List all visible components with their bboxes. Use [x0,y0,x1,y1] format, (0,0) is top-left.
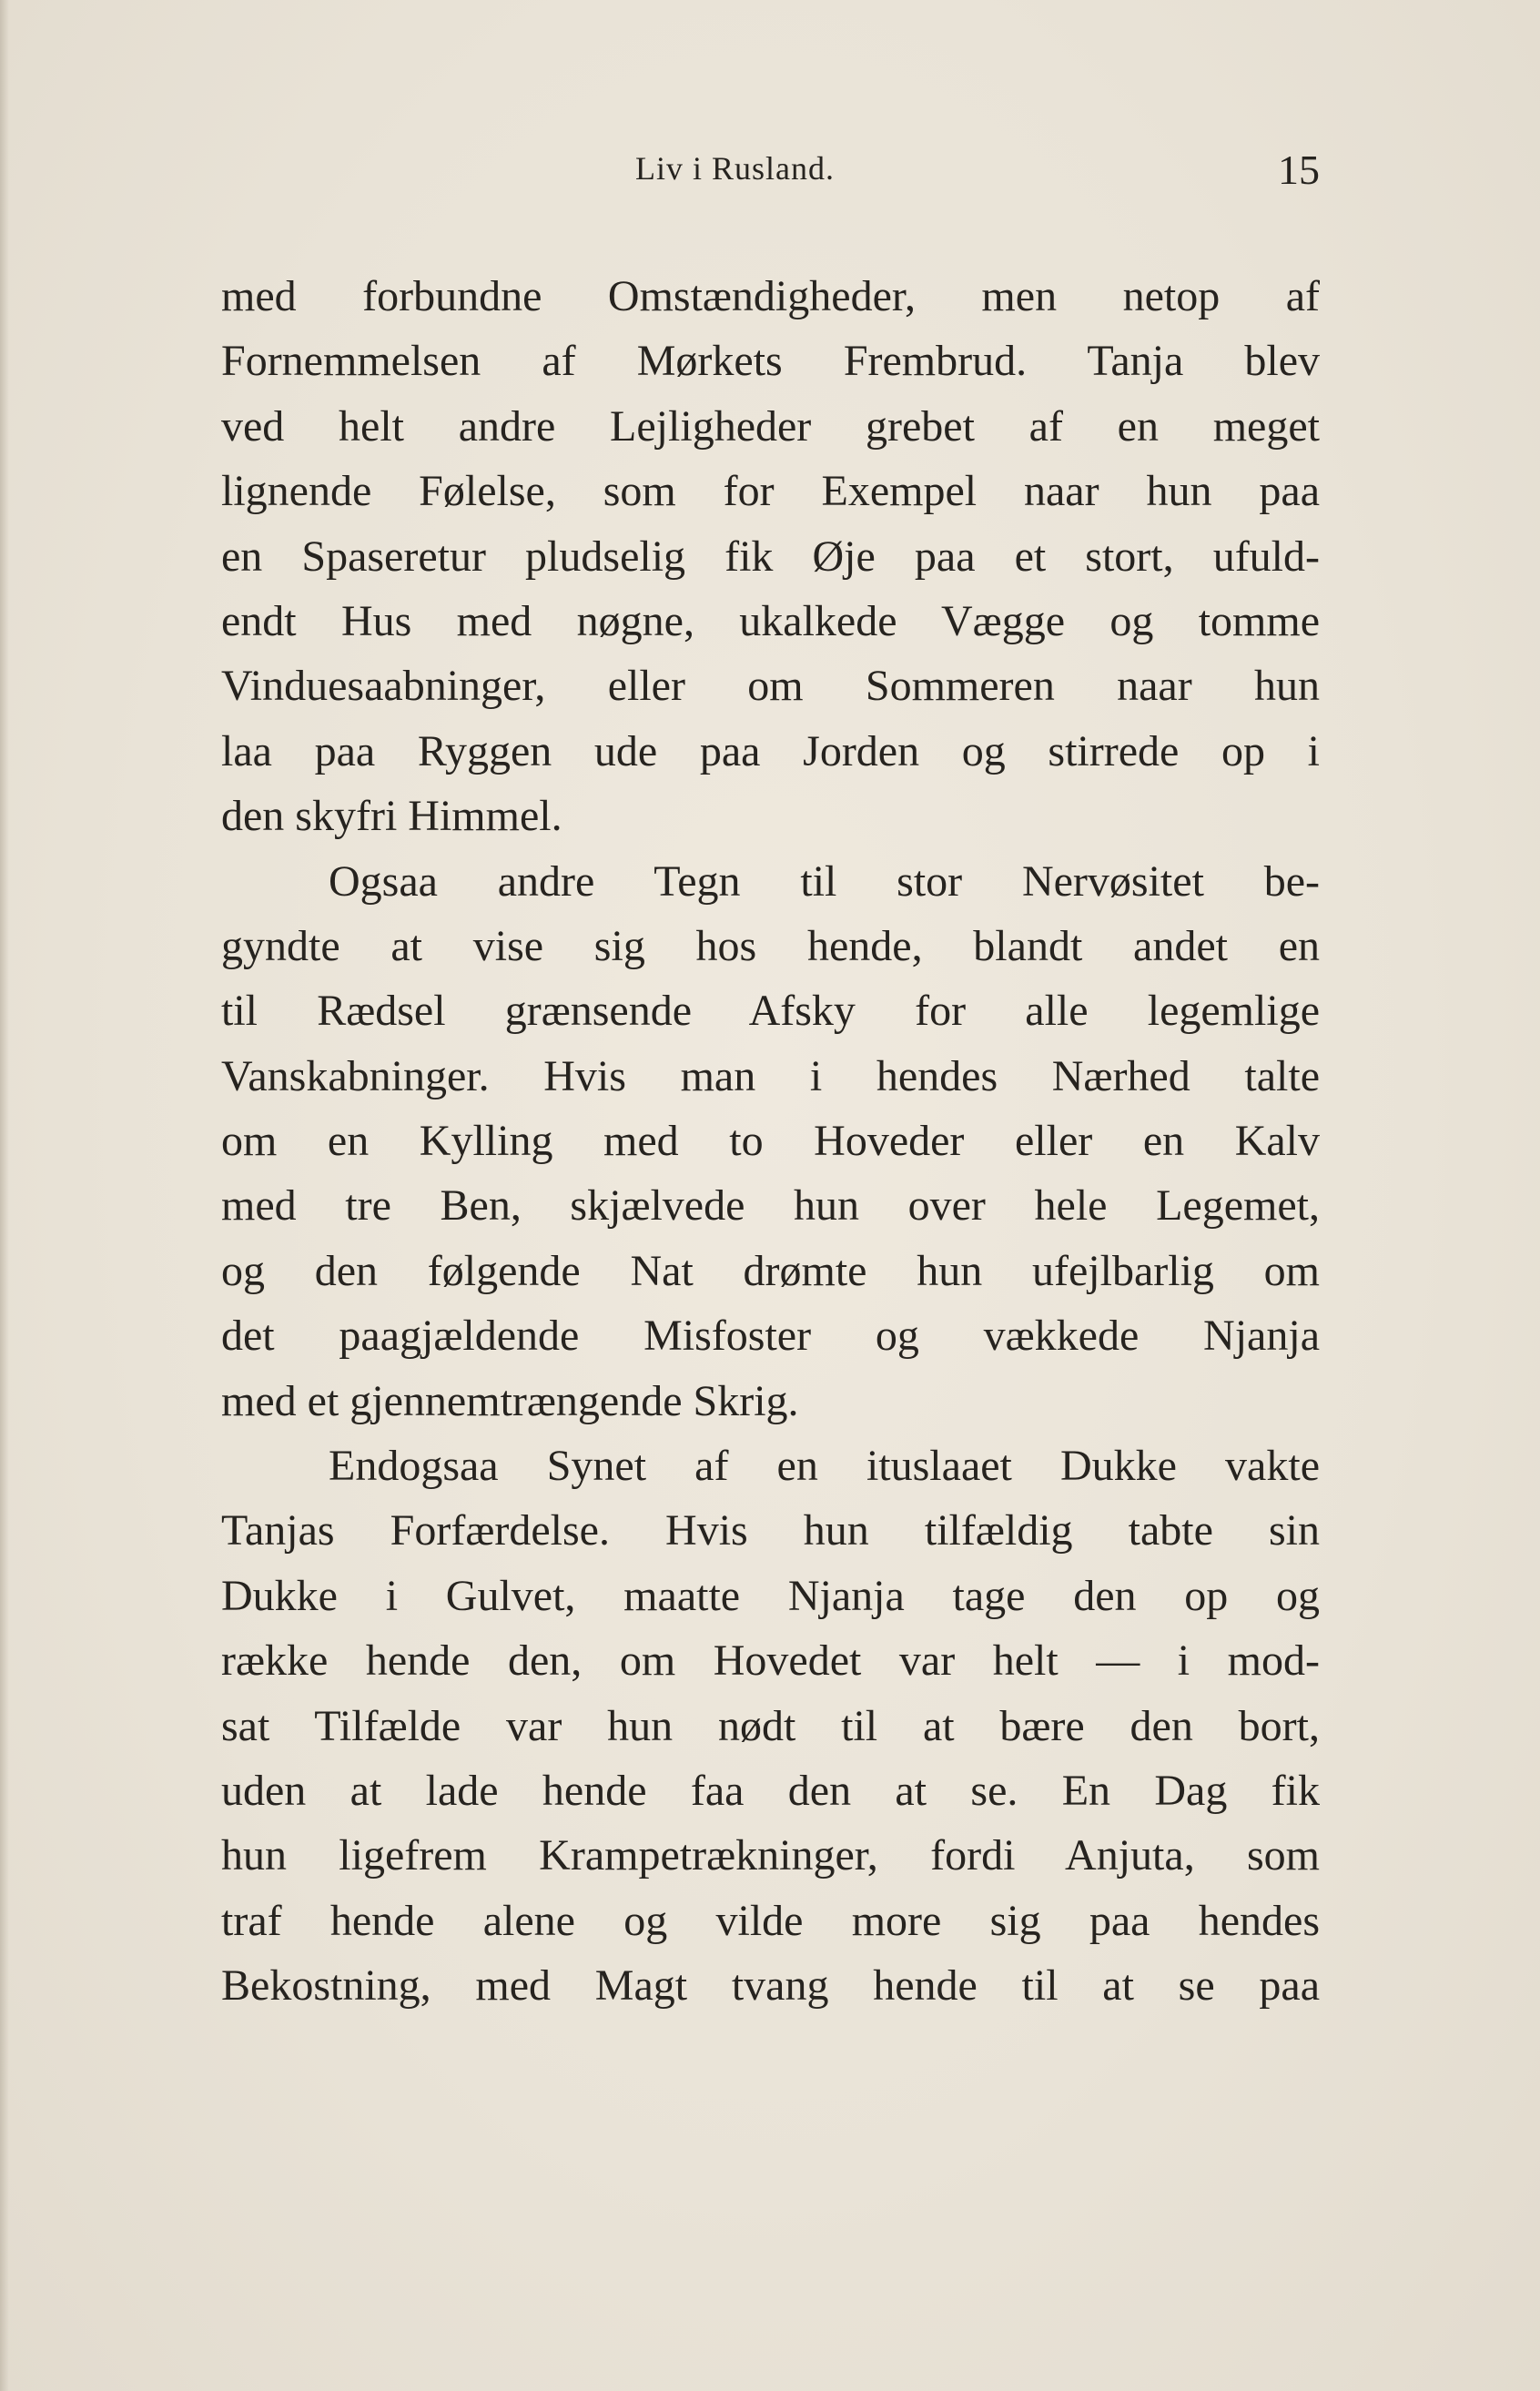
text-line: Tanjas Forfærdelse. Hvis hun tilfældig tabte sin [221,1506,1320,1555]
running-head: Liv i Rusland. [635,150,835,187]
text-line: Fornemmelsen af Mørkets Frembrud. Tanja blev [221,337,1320,386]
paragraph-end-line: den skyfri Himmel. [221,792,562,841]
text-line: med forbundne Omstændigheder, men netop af [221,272,1320,320]
text-line: hun ligefrem Krampetrækninger, fordi Anjuta, som [221,1831,1320,1880]
text-line: en Spaseretur pludselig fik Øje paa et stort, ufuld- [221,532,1320,581]
text-line: til Rædsel grænsende Afsky for alle legemlige [221,987,1320,1036]
text-line: laa paa Ryggen ude paa Jorden og stirrede op i [221,726,1320,775]
text-line: Vinduesaabninger, eller om Sommeren naar hun [221,662,1320,711]
page-left-edge-shadow [0,0,9,2391]
text-line: lignende Følelse, som for Exempel naar hun paa [221,467,1320,516]
text-line: uden at lade hende faa den at se. En Dag fik [221,1766,1320,1815]
text-line: Dukke i Gulvet, maatte Njanja tage den op og [221,1571,1320,1620]
paragraph-end-line: med et gjennemtrængende Skrig. [221,1376,799,1425]
text-line: traf hende alene og vilde more sig paa hendes [221,1896,1320,1945]
text-line: det paagjældende Misfoster og vækkede Njanja [221,1312,1320,1361]
text-line: gyndte at vise sig hos hende, blandt andet en [221,921,1320,970]
text-line: endt Hus med nøgne, ukalkede Vægge og tomme [221,596,1320,645]
text-line: Bekostning, med Magt tvang hende til at se paa [221,1961,1320,2011]
page-header [221,146,1320,200]
body-text [221,264,1320,2019]
text-line: med tre Ben, skjælvede hun over hele Legemet, [221,1181,1320,1231]
page-number: 15 [1278,147,1320,193]
text-line: ved helt andre Lejligheder grebet af en meget [221,401,1320,451]
paragraph-start-line: Endogsaa Synet af en ituslaaet Dukke vakte [329,1442,1320,1491]
text-line: om en Kylling med to Hoveder eller en Kalv [221,1117,1320,1166]
text-line: Vanskabninger. Hvis man i hendes Nærhed talte [221,1051,1320,1100]
text-line: sat Tilfælde var hun nødt til at bære den bort, [221,1701,1320,1750]
paragraph-start-line: Ogsaa andre Tegn til stor Nervøsitet be- [329,856,1320,906]
text-line: og den følgende Nat drømte hun ufejlbarlig om [221,1246,1320,1295]
text-line: række hende den, om Hovedet var helt — i mod- [221,1636,1320,1686]
